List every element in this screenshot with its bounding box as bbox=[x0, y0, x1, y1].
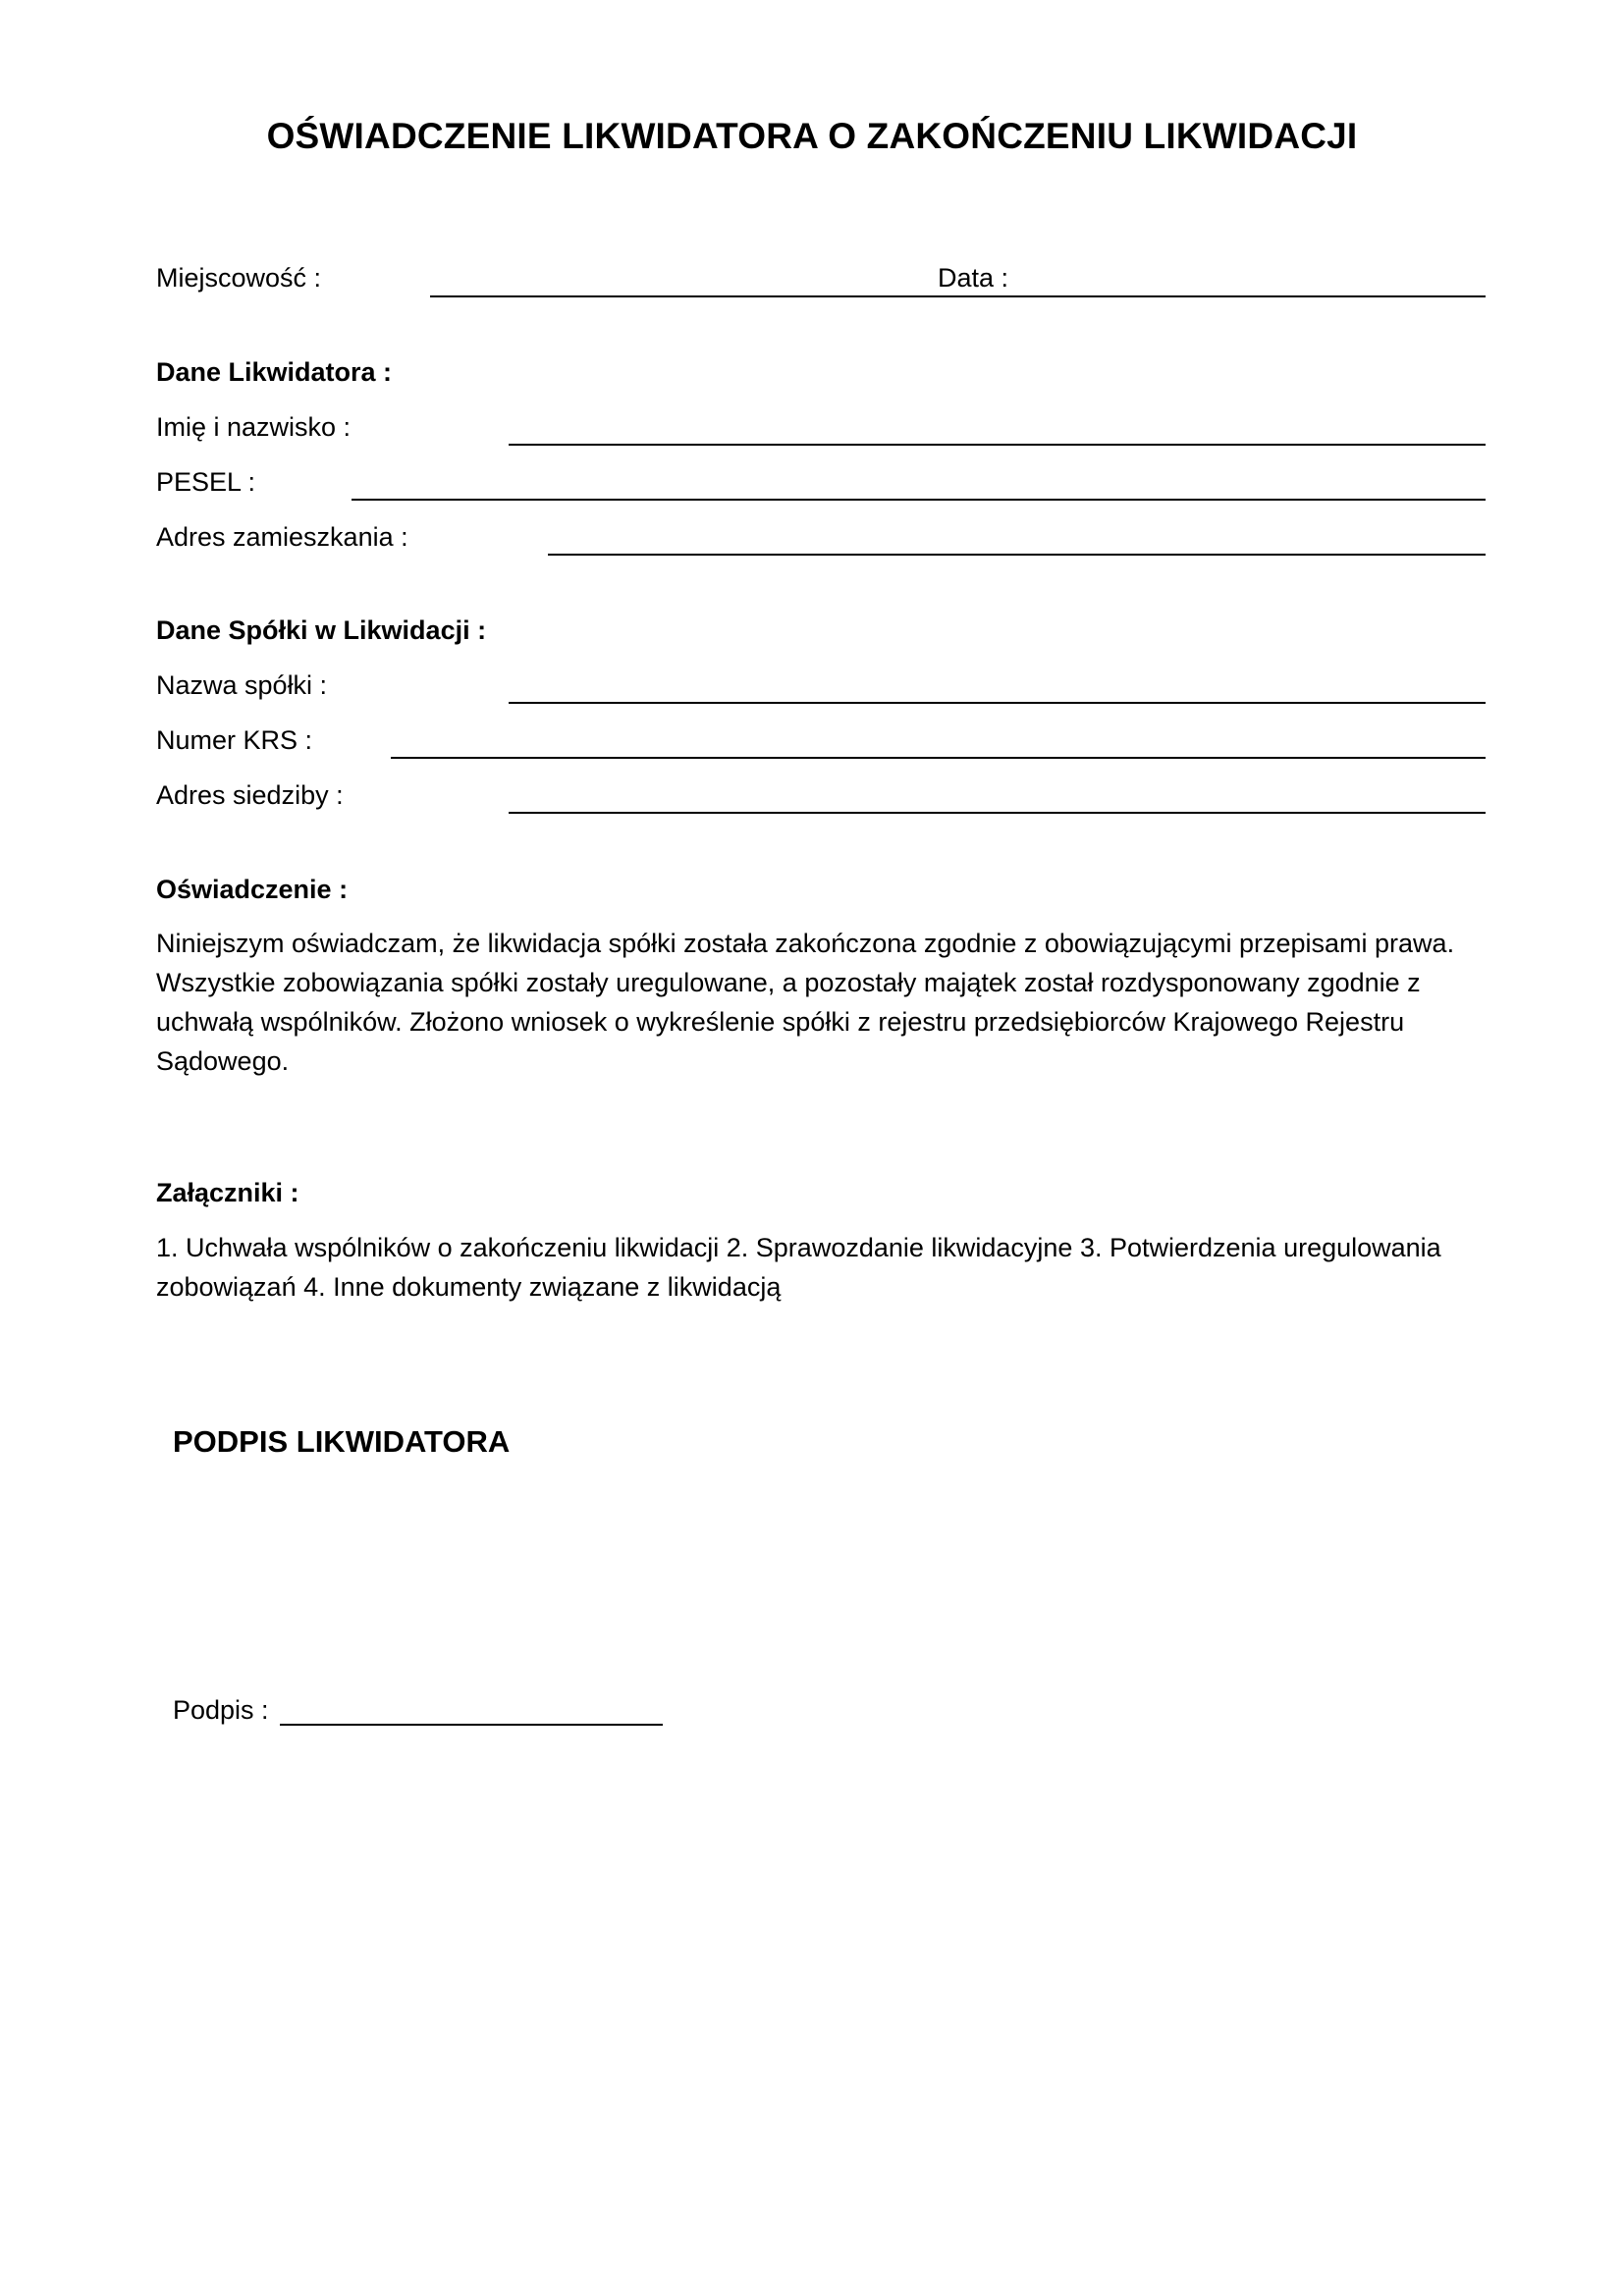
liquidator-name-field[interactable] bbox=[509, 444, 1486, 446]
place-label: Miejscowość : bbox=[156, 263, 322, 293]
attachments-text: 1. Uchwała wspólników o zakończeniu likwidacji 2. Sprawozdanie likwidacyjne 3. Potwierdzenia uregulowania zobowiązań 4. Inne dokumenty związane z likwidacją bbox=[156, 1233, 1441, 1302]
company-address-field[interactable] bbox=[509, 812, 1486, 814]
place-date-line[interactable] bbox=[430, 295, 1486, 297]
liquidator-name-label: Imię i nazwisko : bbox=[156, 412, 352, 442]
company-heading: Dane Spółki w Likwidacji : bbox=[156, 615, 487, 645]
company-krs-field[interactable] bbox=[391, 757, 1486, 759]
liquidator-heading: Dane Likwidatora : bbox=[156, 357, 393, 387]
company-krs-label: Numer KRS : bbox=[156, 725, 313, 755]
liquidator-pesel-label: PESEL : bbox=[156, 467, 256, 497]
signature-field[interactable] bbox=[280, 1724, 663, 1726]
company-name-field[interactable] bbox=[509, 702, 1486, 704]
statement-text: Niniejszym oświadczam, że likwidacja spółki została zakończona zgodnie z obowiązującymi przepisami prawa. Wszystkie zobowiązania spółki zostały uregulowane, a pozostały majątek został rozdysponowany zgodnie z uchwałą wspólników. Złożono wniosek o wykreślenie spółki z rejestru przedsiębiorców Krajowego Rejestru Sądowego. bbox=[156, 929, 1455, 1076]
company-address-label: Adres siedziby : bbox=[156, 780, 344, 810]
date-label: Data : bbox=[938, 263, 1009, 293]
statement-heading: Oświadczenie : bbox=[156, 875, 349, 904]
signature-heading: PODPIS LIKWIDATORA bbox=[173, 1424, 511, 1459]
liquidator-address-label: Adres zamieszkania : bbox=[156, 522, 408, 552]
liquidator-address-field[interactable] bbox=[548, 554, 1486, 556]
document-title: OŚWIADCZENIE LIKWIDATORA O ZAKOŃCZENIU LIKWIDACJI bbox=[266, 116, 1358, 156]
signature-label: Podpis : bbox=[173, 1695, 269, 1725]
liquidator-pesel-field[interactable] bbox=[352, 499, 1486, 501]
attachments-heading: Załączniki : bbox=[156, 1178, 299, 1207]
company-name-label: Nazwa spółki : bbox=[156, 670, 328, 700]
